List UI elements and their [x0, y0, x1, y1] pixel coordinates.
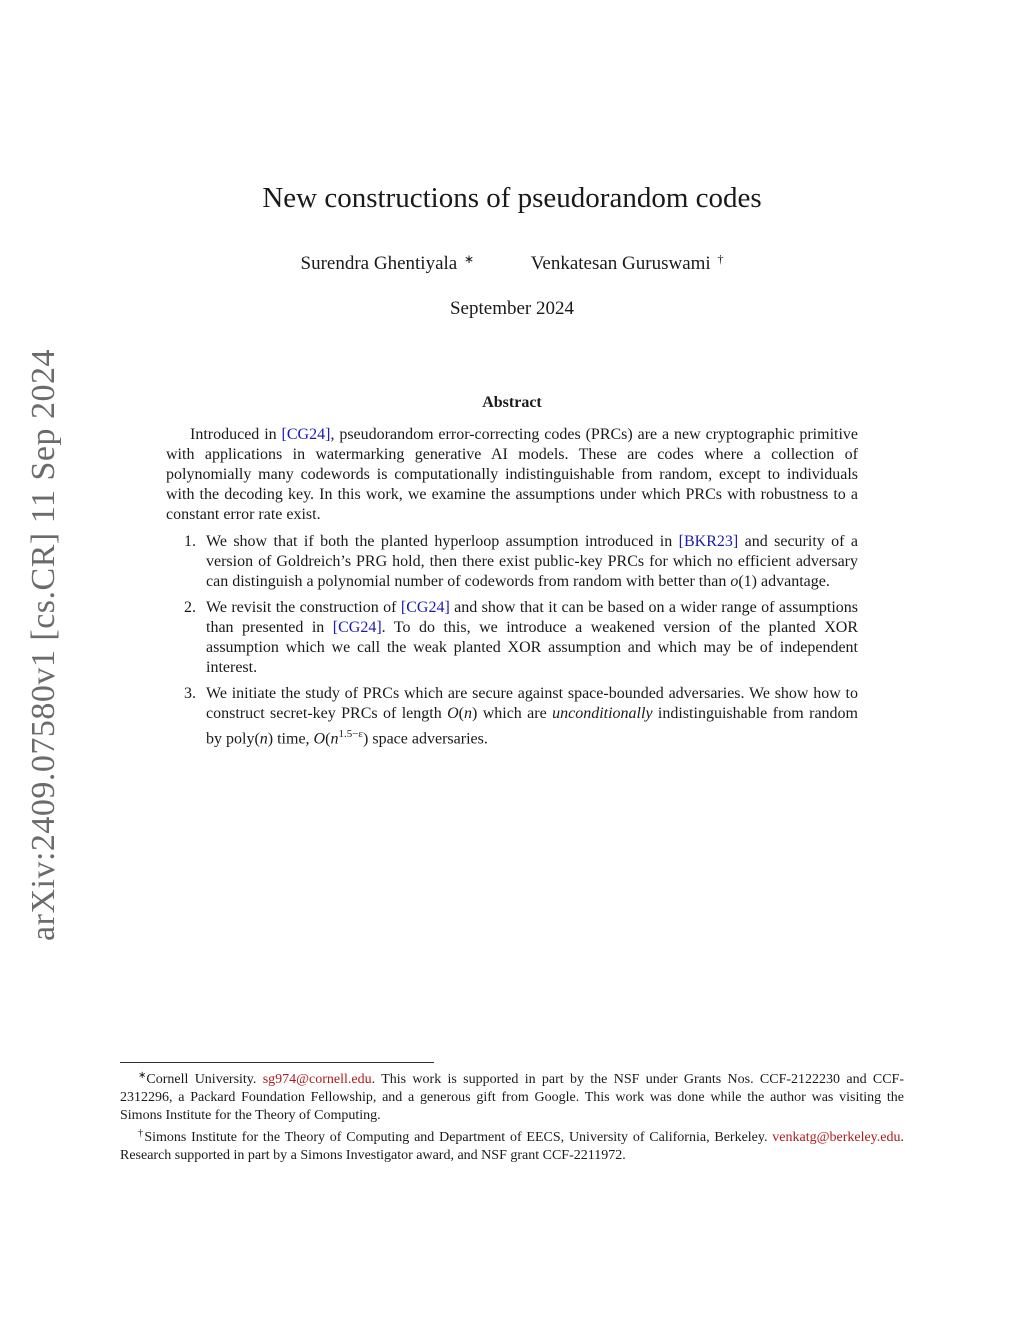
list-item: 2. We revisit the construction of [CG24] and show that it can be based on a wider range of assumptions than presented in [CG24]. To do this, we introduce a weakened version of the planted XOR assumption which we call the weak planted XOR assumption and which may be of independent interest. — [184, 599, 858, 676]
list-item: 1. We show that if both the planted hyperloop assumption introduced in [BKR23] and security of a version of Goldreich’s PRG hold, then there exist public-key PRCs for which no efficient adversary can distinguish a polynomial number of codewords from random with better than o(1) advantage. — [184, 533, 858, 590]
footnote: †Simons Institute for the Theory of Computing and Department of EECS, University of California, Berkeley. venkatg@berkeley.edu. Research supported in part by a Simons Investigator award, and NSF grant CCF-2211972. — [120, 1128, 904, 1163]
footnote: ∗Cornell University. sg974@cornell.edu. This work is supported in part by the NSF under Grants Nos. CCF-2122230 and CCF-2312296, a Packard Foundation Fellowship, and a generous gift from Google. This work was done while the author was visiting the Simons Institute for the Theory of Computing. — [120, 1070, 905, 1123]
abstract-body — [166, 425, 858, 525]
citation-link[interactable]: [CG24] — [400, 599, 450, 616]
citation-link[interactable]: [BKR23] — [678, 533, 739, 550]
footnote-mark[interactable]: ∗ — [463, 252, 475, 266]
list-item: 3. We initiate the study of PRCs which are secure against space-bounded adversaries. We show how to construct secret-key PRCs of length O(n) which are unconditionally indistinguishable from random by poly(n) time, $O(n^{1.5-\varepsilon})$ space adversaries. — [184, 685, 859, 748]
citation-link[interactable]: [CG24] — [281, 426, 331, 443]
citation-link[interactable]: [CG24] — [332, 619, 382, 636]
author: Venkatesan Guruswami † — [530, 252, 724, 274]
abstract-heading: Abstract — [482, 394, 542, 411]
publication-date: September 2024 — [449, 298, 574, 319]
abstract-paragraph: Introduced in [CG24], pseudorandom error-correcting codes (PRCs) are a new cryptographic primitive with applications in watermarking generative AI models. These are codes where a collection of polynomially many codewords is computationally indistinguishable from random, except to individuals with the decoding key. In this work, we examine the assumptions under which PRCs with robustness to a constant error rate exist. — [166, 426, 859, 523]
contribution-list — [166, 532, 858, 755]
author: Surendra Ghentiyala ∗ — [300, 252, 475, 274]
author-list — [0, 252, 1024, 275]
footnote-divider — [120, 1062, 434, 1063]
footnotes — [120, 1067, 904, 1165]
footnote-mark[interactable]: † — [717, 252, 724, 266]
arxiv-identifier: arXiv:2409.07580v1 [cs.CR] 11 Sep 2024 — [25, 349, 62, 941]
paper-title: New constructions of pseudorandom codes — [262, 182, 762, 214]
email-link[interactable]: venkatg@berkeley.edu — [772, 1130, 901, 1145]
email-link[interactable]: sg974@cornell.edu — [262, 1072, 372, 1087]
